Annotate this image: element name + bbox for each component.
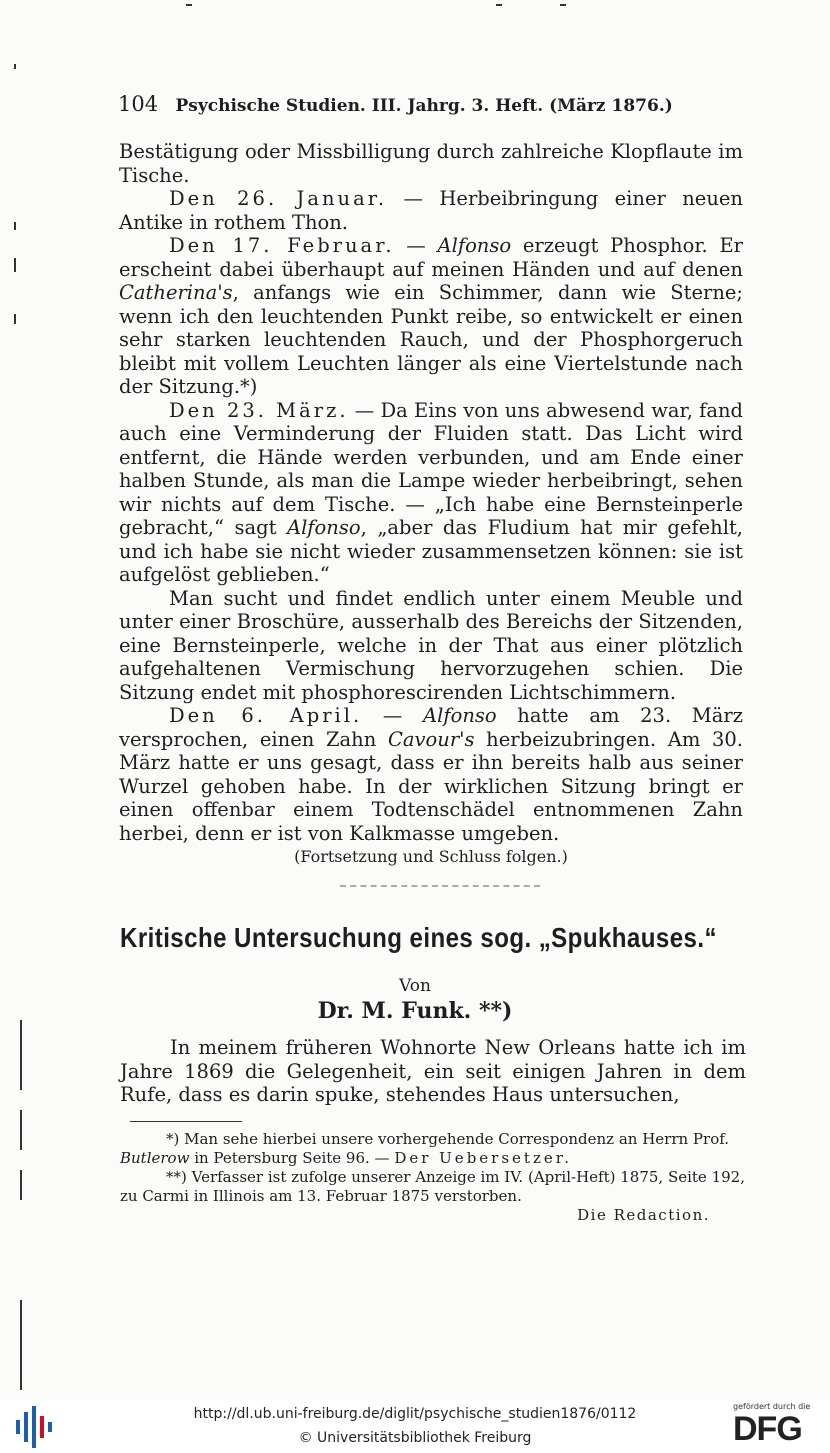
person-name: Alfonso — [437, 234, 512, 257]
scan-mark — [186, 4, 192, 6]
scan-mark — [14, 258, 16, 272]
paragraph-text: Man sucht und findet endlich unter einem Meuble und unter einer Broschüre, ausserhalb des Bereichs der Sitzenden, eine Bernsteinperle, welche in der That aus einer plötzlich aufgehaltenen Vermischung hervorzugehen schien. Die Sitzung endet mit phosphorescirenden Lichtschimmern. — [119, 586, 743, 704]
scan-mark — [14, 64, 16, 69]
paragraph-text: — Da Eins von uns abwesend war, fand auch eine Verminderung der Fluiden statt. Das Licht wird entfernt, die Hände werden verbunden, und am Ende einer halben Stunde, als man die Lampe wieder herbeibringt, sehen wir nichts auf dem Tische. — „Ich habe eine Bernsteinperle gebracht,“ sagt — [119, 398, 743, 539]
footnote-text: *) Man sehe hierbei unsere vorhergehende Correspondenz an Herrn Prof. — [166, 1130, 730, 1148]
scan-mark — [496, 4, 502, 6]
copyright-notice: © Universitätsbibliothek Freiburg — [298, 1430, 532, 1446]
entry-date: Den 23. März. — [169, 398, 349, 422]
article-title: Kritische Untersuchung eines sog. „Spukhauses.“ — [120, 922, 717, 953]
footnote-signature: Die Redaction. — [577, 1206, 710, 1224]
scan-mark — [14, 222, 16, 230]
person-name: Butlerow — [120, 1149, 190, 1167]
dash: — — [362, 704, 424, 727]
entry-date: Den 17. Februar. — [169, 234, 395, 257]
footnote-text: in Petersburg Seite 96. — — [189, 1149, 395, 1167]
scan-mark — [20, 1020, 22, 1090]
paragraph-text: , anfangs wie ein Schimmer, dann wie Sterne; wenn ich den leuchtenden Punkt reibe, so entwickelt er einen sehr starken leuchtenden Rauch, und der Phosphorgeruch bleibt mit vollem Leuchten länger als eine Viertelstunde nach der Sitzung.*) — [119, 281, 743, 398]
byline-von: Von — [399, 976, 431, 996]
footnote — [120, 1130, 750, 1168]
footnotes — [120, 1130, 750, 1225]
article-author: Dr. M. Funk. **) — [317, 998, 513, 1024]
scan-mark — [20, 1300, 22, 1390]
dfg-logo: DFG — [733, 1410, 802, 1448]
section-separator — [340, 885, 540, 891]
running-header — [118, 92, 678, 116]
paragraph — [119, 399, 743, 587]
paragraph-text: Bestätigung oder Missbilligung durch zahlreiche Klopflaute im Tische. — [119, 140, 743, 187]
paragraph-text: herbeizubringen. Am 30. März hatte er uns gesagt, dass er ihn bereits halb aus seiner Wurzel gehoben habe. In der wirklichen Sitzung bringt er einen offenbar einem Todtenschädel entnommenen Zahn herbei, denn er ist von Kalkmasse umgeben. — [119, 727, 744, 845]
paragraph — [119, 704, 743, 845]
person-name: Alfonso — [423, 704, 497, 727]
paragraph — [119, 140, 743, 187]
paragraph: In meinem früheren Wohnorte New Orleans hatte ich im Jahre 1869 die Gelegenheit, ein seit einigen Jahren in dem Rufe, dass es darin spuke, stehendes Haus untersuchen, — [120, 1036, 746, 1106]
footnote: **) Verfasser ist zufolge unserer Anzeige im IV. (April-Heft) 1875, Seite 192, zu Carmi in Illinois am 13. Februar 1875 verstorben. — [120, 1168, 745, 1205]
section-body — [119, 140, 743, 869]
paragraph-text: erzeugt Phosphor. Er erscheint dabei überhaupt auf meinen Händen und auf denen — [119, 234, 743, 281]
page-number: 104 — [118, 92, 159, 116]
scan-mark — [14, 314, 16, 324]
footnote-rule — [130, 1121, 242, 1122]
paragraph — [119, 234, 743, 399]
article-body — [120, 1036, 746, 1107]
scan-mark — [20, 1170, 22, 1200]
dfg-funding-note: gefördert durch die — [733, 1402, 811, 1411]
footnote-signature: Der Uebersetzer. — [394, 1149, 573, 1167]
person-name: Catherina's — [119, 281, 233, 304]
person-name: Alfonso — [286, 516, 361, 539]
paragraph-text: , „aber das Fludium hat mir gefehlt, und ich habe sie nicht wieder zusammensetzen können: sie ist aufgelöst geblieben.“ — [119, 516, 743, 586]
scan-mark — [20, 1110, 22, 1150]
scan-mark — [560, 4, 566, 6]
paragraph-text: — Herbeibringung einer neuen Antike in rothem Thon. — [119, 187, 743, 234]
paragraph — [119, 187, 743, 234]
dash: — — [394, 234, 438, 257]
entry-date: Den 26. Januar. — [169, 187, 388, 210]
continuation-note: (Fortsetzung und Schluss folgen.) — [294, 847, 568, 866]
source-url[interactable]: http://dl.ub.uni-freiburg.de/diglit/psychische_studien1876/0112 — [193, 1406, 637, 1422]
paragraph — [119, 587, 743, 705]
entry-date: Den 6. April. — [169, 704, 363, 727]
person-name: Cavour's — [387, 727, 475, 751]
paragraph-text: hatte am 23. März versprochen, einen Zahn — [119, 704, 743, 751]
running-title: Psychische Studien. III. Jahrg. 3. Heft. (März 1876.) — [175, 96, 673, 116]
